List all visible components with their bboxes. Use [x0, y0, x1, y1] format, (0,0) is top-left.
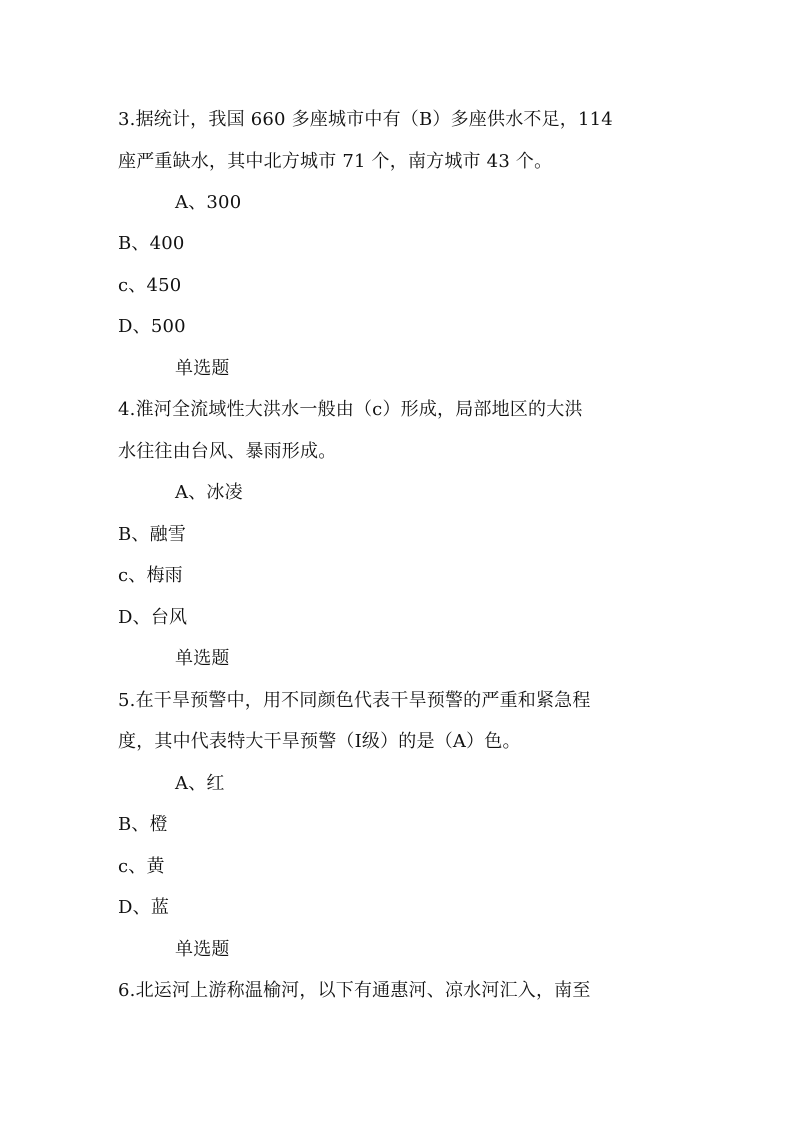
question-4-stem-line-1: 4.淮河全流域性大洪水一般由（c）形成，局部地区的大洪 [118, 399, 583, 420]
question-3-stem-line-2: 座严重缺水，其中北方城市 71 个，南方城市 43 个。 [118, 151, 553, 172]
question-5-option-b: B、橙 [118, 814, 168, 835]
question-5-option-c: c、黄 [118, 856, 165, 877]
question-5-stem-line-2: 度，其中代表特大干旱预警（Ⅰ级）的是（A）色。 [118, 731, 521, 752]
question-3-option-c: c、450 [118, 275, 182, 296]
question-4-option-a: A、冰凌 [175, 482, 243, 503]
question-4-type-label: 单选题 [175, 648, 230, 669]
question-4-option-d: D、台风 [118, 607, 188, 628]
question-4-option-c: c、梅雨 [118, 565, 183, 586]
question-5-option-a: A、红 [175, 773, 225, 794]
question-3-option-b: B、400 [118, 233, 185, 254]
question-5-type-label: 单选题 [175, 939, 230, 960]
question-4-option-b: B、融雪 [118, 524, 187, 545]
question-3-option-d: D、500 [118, 316, 186, 337]
question-6-stem-line-1: 6.北运河上游称温榆河，以下有通惠河、凉水河汇入，南至 [118, 980, 591, 1001]
question-5-stem-line-1: 5.在干旱预警中，用不同颜色代表干旱预警的严重和紧急程 [118, 690, 591, 711]
question-4-stem-line-2: 水往往由台风、暴雨形成。 [118, 441, 337, 462]
question-3-type-label: 单选题 [175, 358, 230, 379]
question-5-option-d: D、蓝 [118, 897, 170, 918]
question-3-stem-line-1: 3.据统计，我国 660 多座城市中有（B）多座供水不足，114 [118, 109, 613, 130]
question-3-option-a: A、300 [175, 192, 242, 213]
